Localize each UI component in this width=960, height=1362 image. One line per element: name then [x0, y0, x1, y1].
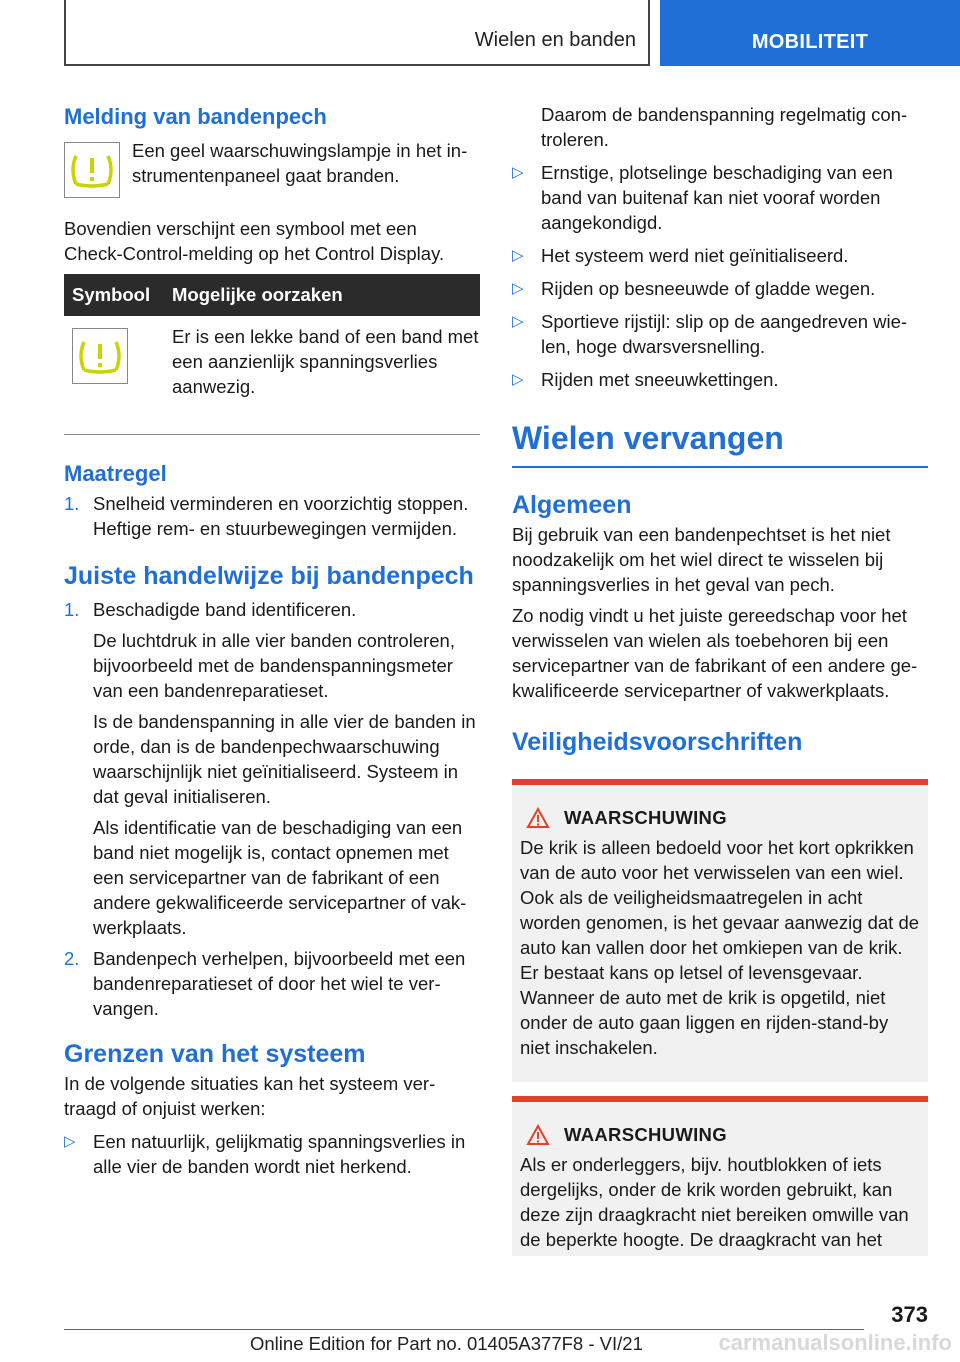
tpms-symbol-icon [72, 328, 128, 384]
maatregel-steps [64, 491, 480, 541]
right-column [512, 102, 928, 1256]
melding-title: Melding van bandenpech [64, 104, 327, 129]
handelwijze-steps [64, 597, 480, 1021]
warning-triangle-icon [526, 1124, 550, 1146]
grenzen-intro: In de volgende situaties kan het systeem vertraagd of onjuist werken: [64, 1072, 436, 1119]
watermark-logo: carmanualsonline.info [718, 1330, 952, 1355]
list-item: 1. Beschadigde band identificeren. De luchtdruk in alle vier banden controleren, bijvoorbeeld met de bandenspanningsmeter van een bandenreparatieset. Is de bandenspanning in alle vier de banden in orde, dan is de bandenpechwaarschuwing waarschijnlijk niet geïnitialiseerd. Systeem in dat geval initialiseren. Als identificatie van de beschadiging van een band niet mogelijk is, contact opnemen met een servicepartner van de fabrikant of een andere gekwalificeerde servicepartner of vakwerkplaats. [64, 598, 476, 938]
chapter-title: Wielen en banden [474, 29, 636, 51]
grenzen-list-continued [512, 160, 928, 392]
triangle-bullet-icon: ▷ [512, 247, 524, 264]
algemeen-p2: Zo nodig vindt u het juiste gereedschap voor het verwisselen van wielen als toebehoren bij een servicepartner van de fabrikant of een andere gekwalificeerde servicepartner of vakwerkplaats. [512, 605, 918, 701]
handelwijze-title: Juiste handelwijze bij bandenpech [64, 561, 474, 590]
grenzen-list [64, 1129, 480, 1179]
col-symbol: Symbool [64, 274, 164, 316]
tpms-warning-icon [64, 142, 120, 198]
triangle-bullet-icon: ▷ [512, 164, 524, 181]
warning-text: Als er onderleggers, bijv. houtblokken of iets dergelijks, onder de krik worden gebruikt, kan deze zijn draagkracht niet bereiken omwille van de beperkte hoogte. De draagkracht van het [520, 1154, 909, 1250]
cc-text: Bovendien verschijnt een symbool met een Check-Control-melding op het Control Display. [64, 218, 445, 264]
table-header-row [64, 274, 480, 316]
cause-cell: Er is een lekke band of een band met een aanzienlijk spanningsverlies aanwezig. [164, 316, 480, 434]
symbol-table [64, 274, 480, 435]
warning-header [520, 807, 920, 829]
warning-label: WAARSCHUWING [564, 807, 727, 828]
lamp-text: Een geel waarschuwingslampje in het instrumentenpaneel gaat branden. [132, 140, 468, 186]
page-number: 373 [891, 1302, 928, 1327]
section-tab-label: MOBILITEIT [751, 31, 869, 53]
page-header [64, 0, 960, 66]
warning-header [520, 1124, 920, 1146]
col-cause: Mogelijke oorzaken [164, 274, 480, 316]
warning-text: De krik is alleen bedoeld voor het kort opkrikken van de auto voor het verwisselen van een wiel. Ook als de veiligheidsmaatregelen in acht worden genomen, is het gevaar aanwezig dat de auto kan vallen door het omkiepen van de krik. Er bestaat kans op letsel of levensgevaar. Wanneer de auto met de krik is opgetild, niet onder de auto gaan liggen en rijden-stand-by niet inschakelen. [520, 837, 920, 1058]
continued-text: Daarom de bandenspanning regelmatig controleren. [541, 104, 908, 150]
triangle-bullet-icon: ▷ [64, 1132, 76, 1150]
left-column [64, 102, 480, 1179]
list-item: 2. Bandenpech verhelpen, bijvoorbeeld met een bandenreparatieset of door het wiel te vervangen. [64, 947, 466, 1019]
list-item: ▷ Ernstige, plotselinge beschadiging van een band van buitenaf kan niet vooraf worden aangekondigd. [512, 162, 893, 233]
list-item: ▷ Het systeem werd niet geïnitialiseerd. [512, 245, 849, 266]
veiligheid-title: Veiligheidsvoorschriften [512, 728, 803, 756]
list-item: ▷ Rijden op besneeuwde of gladde wegen. [512, 278, 876, 299]
warning-triangle-icon [526, 807, 550, 829]
list-item: 1. Snelheid verminderen en voorzichtig stoppen. Heftige rem- en stuurbewegingen vermijden. [64, 492, 469, 539]
list-item: ▷ Een natuurlijk, gelijkmatig spanningsverlies in alle vier de banden wordt niet herkend. [64, 1130, 466, 1177]
grenzen-title: Grenzen van het systeem [64, 1039, 366, 1068]
section-tab [660, 0, 960, 66]
table-row [64, 316, 480, 434]
warning-box [512, 1096, 928, 1256]
triangle-bullet-icon: ▷ [512, 313, 524, 330]
warning-box [512, 779, 928, 1082]
symbol-cell [64, 316, 164, 434]
triangle-bullet-icon: ▷ [512, 280, 524, 297]
list-item: ▷ Rijden met sneeuwkettingen. [512, 369, 779, 390]
edition-text: Online Edition for Part no. 01405A377F8 - VI/21 [250, 1333, 643, 1354]
maatregel-title: Maatregel [64, 460, 167, 486]
list-item: ▷ Sportieve rijstijl: slip op de aangedreven wielen, hoge dwarsversnelling. [512, 311, 908, 357]
lamp-row [64, 138, 480, 198]
algemeen-p1: Bij gebruik van een bandenpechtset is het niet noodzakelijk om het wiel direct te wisselen bij spanningsverlies in het geval van pech. [512, 524, 891, 595]
wielen-title: Wielen vervangen [512, 418, 928, 468]
algemeen-title: Algemeen [512, 491, 632, 519]
chapter-box [64, 0, 650, 66]
triangle-bullet-icon: ▷ [512, 371, 524, 388]
warning-label: WAARSCHUWING [564, 1124, 727, 1145]
